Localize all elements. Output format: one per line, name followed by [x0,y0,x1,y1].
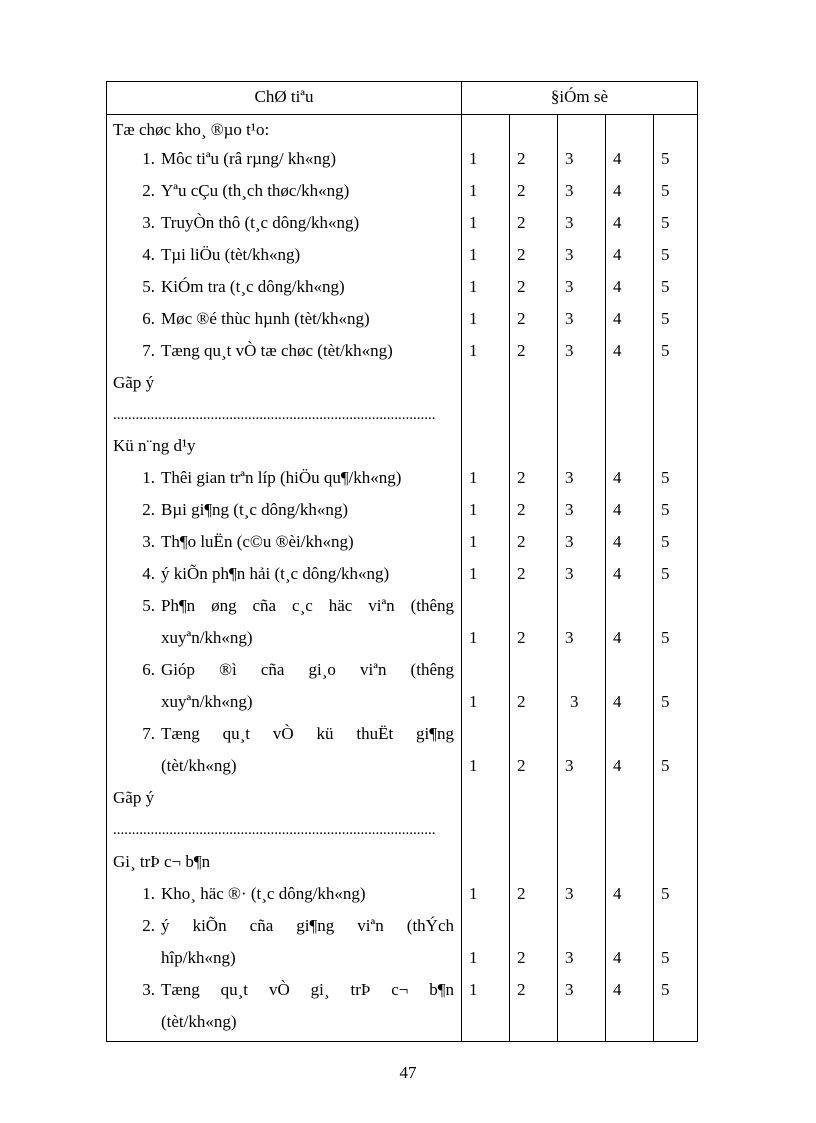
item-label: Tæng qu¸t vÒ gi¸ trÞ c¬ b¶n [161,980,454,999]
score-cell: 1 [469,149,478,168]
item-number: 1. [142,468,155,487]
section-title: Kü n¨ng d¹y [113,436,196,455]
score-cell: 1 [469,500,478,519]
score-cell: 3 [565,500,574,519]
score-cell: 4 [613,277,622,296]
item-label: Yªu cÇu (th¸ch thøc/kh«ng) [161,181,350,200]
score-cell: 5 [661,277,670,296]
item-label: Ph¶n øng cña c¸c häc viªn (thêng [161,596,454,615]
score-cell: 1 [469,532,478,551]
score-cell: 2 [517,692,526,711]
item-number: 6. [142,309,155,328]
score-cell: 3 [565,948,574,967]
score-column-divider [605,115,606,1041]
score-cell: 2 [517,628,526,647]
item-label-continued: hîp/kh«ng) [161,948,236,967]
score-cell: 2 [517,532,526,551]
score-cell: 3 [565,277,574,296]
score-cell: 3 [565,213,574,232]
score-cell: 4 [613,628,622,647]
score-cell: 5 [661,213,670,232]
item-label: Møc ®é thùc hµnh (tèt/kh«ng) [161,309,370,328]
score-cell: 1 [469,692,478,711]
score-cell: 5 [661,692,670,711]
item-label: Th¶o luËn (c©u ®èi/kh«ng) [161,532,354,551]
score-cell: 5 [661,245,670,264]
score-cell: 4 [613,245,622,264]
header-criteria: ChØ tiªu [254,87,314,106]
item-label: Kho¸ häc ®· (t¸c dông/kh«ng) [161,884,366,903]
score-cell: 4 [613,980,622,999]
evaluation-table [106,81,698,1042]
item-number: 3. [142,532,155,551]
score-cell: 3 [565,756,574,775]
header-rule [107,114,697,115]
score-cell: 5 [661,628,670,647]
score-cell: 4 [613,468,622,487]
score-cell: 2 [517,884,526,903]
score-cell: 2 [517,564,526,583]
score-cell: 3 [570,692,579,711]
score-cell: 4 [613,564,622,583]
score-cell: 5 [661,500,670,519]
item-label-continued: (tèt/kh«ng) [161,756,237,775]
score-cell: 5 [661,149,670,168]
score-cell: 4 [613,213,622,232]
score-cell: 1 [469,948,478,967]
score-cell: 3 [565,884,574,903]
score-cell: 1 [469,564,478,583]
score-column-divider [509,115,510,1041]
item-label-continued: (tèt/kh«ng) [161,1012,237,1031]
item-label: ý kiÕn ph¶n hải (t¸c dông/kh«ng) [161,564,390,583]
score-cell: 2 [517,980,526,999]
score-cell: 4 [613,532,622,551]
item-label: Thêi gian trªn líp (hiÖu qu¶/kh«ng) [161,468,402,487]
score-cell: 2 [517,341,526,360]
item-label: Tµi liÖu (tèt/kh«ng) [161,245,301,264]
page-number: 47 [399,1063,417,1082]
score-cell: 4 [613,948,622,967]
score-cell: 2 [517,277,526,296]
item-number: 6. [142,660,155,679]
score-cell: 4 [613,341,622,360]
item-label: TruyÒn thô (t¸c dông/kh«ng) [161,213,360,232]
score-cell: 4 [613,692,622,711]
item-number: 2. [142,500,155,519]
score-cell: 4 [613,181,622,200]
score-cell: 5 [661,948,670,967]
comment-label: Gãp ý [113,788,155,807]
score-cell: 5 [661,980,670,999]
item-label: Tæng qu¸t vÒ tæ chøc (tèt/kh«ng) [161,341,393,360]
score-cell: 5 [661,309,670,328]
item-number: 1. [142,149,155,168]
score-column-divider [653,115,654,1041]
item-number: 5. [142,596,155,615]
score-cell: 2 [517,213,526,232]
score-cell: 2 [517,500,526,519]
score-cell: 1 [469,309,478,328]
item-label: KiÓm tra (t¸c dông/kh«ng) [161,277,345,296]
score-cell: 5 [661,341,670,360]
score-cell: 3 [565,341,574,360]
item-number: 2. [142,916,155,935]
item-number: 3. [142,213,155,232]
item-number: 1. [142,884,155,903]
score-cell: 3 [565,181,574,200]
item-number: 7. [142,341,155,360]
score-cell: 3 [565,564,574,583]
score-cell: 3 [565,980,574,999]
score-cell: 5 [661,181,670,200]
item-label: Bµi gi¶ng (t¸c dông/kh«ng) [161,500,349,519]
score-cell: 3 [565,628,574,647]
item-label: Gióp ®ì cña gi¸o viªn (thêng [161,660,454,679]
score-cell: 1 [469,468,478,487]
score-cell: 2 [517,309,526,328]
score-cell: 5 [661,468,670,487]
score-cell: 2 [517,245,526,264]
score-cell: 1 [469,213,478,232]
score-cell: 2 [517,468,526,487]
score-cell: 5 [661,884,670,903]
score-cell: 3 [565,532,574,551]
header-score: §iÓm sè [550,87,609,106]
comment-dotted-line: ...................................................................................... [113,822,436,838]
score-cell: 4 [613,309,622,328]
score-cell: 1 [469,277,478,296]
item-label: Môc tiªu (râ rµng/ kh«ng) [161,149,337,168]
item-number: 4. [142,245,155,264]
item-number: 3. [142,980,155,999]
score-cell: 3 [565,149,574,168]
section-title: Gi¸ trÞ c¬ b¶n [113,852,211,871]
item-label: ý kiÕn cña gi¶ng viªn (thÝch [161,916,454,935]
score-cell: 2 [517,756,526,775]
item-number: 4. [142,564,155,583]
comment-dotted-line: ...................................................................................... [113,407,436,423]
item-label-continued: xuyªn/kh«ng) [161,628,253,647]
score-cell: 5 [661,564,670,583]
score-cell: 2 [517,948,526,967]
score-cell: 1 [469,980,478,999]
score-cell: 1 [469,628,478,647]
item-number: 5. [142,277,155,296]
score-cell: 2 [517,181,526,200]
column-divider [461,82,462,1041]
score-cell: 4 [613,149,622,168]
score-cell: 5 [661,532,670,551]
item-number: 7. [142,724,155,743]
score-cell: 3 [565,468,574,487]
score-cell: 1 [469,884,478,903]
score-cell: 3 [565,309,574,328]
score-cell: 2 [517,149,526,168]
score-cell: 1 [469,756,478,775]
score-cell: 3 [565,245,574,264]
score-cell: 1 [469,245,478,264]
item-number: 2. [142,181,155,200]
score-cell: 1 [469,181,478,200]
section-title: Tæ chøc kho¸ ®µo t¹o: [113,120,270,139]
score-cell: 5 [661,756,670,775]
comment-label: Gãp ý [113,373,155,392]
score-cell: 4 [613,884,622,903]
item-label-continued: xuyªn/kh«ng) [161,692,253,711]
item-label: Tæng qu¸t vÒ kü thuËt gi¶ng [161,724,454,743]
score-column-divider [557,115,558,1041]
score-cell: 4 [613,500,622,519]
score-cell: 4 [613,756,622,775]
score-cell: 1 [469,341,478,360]
